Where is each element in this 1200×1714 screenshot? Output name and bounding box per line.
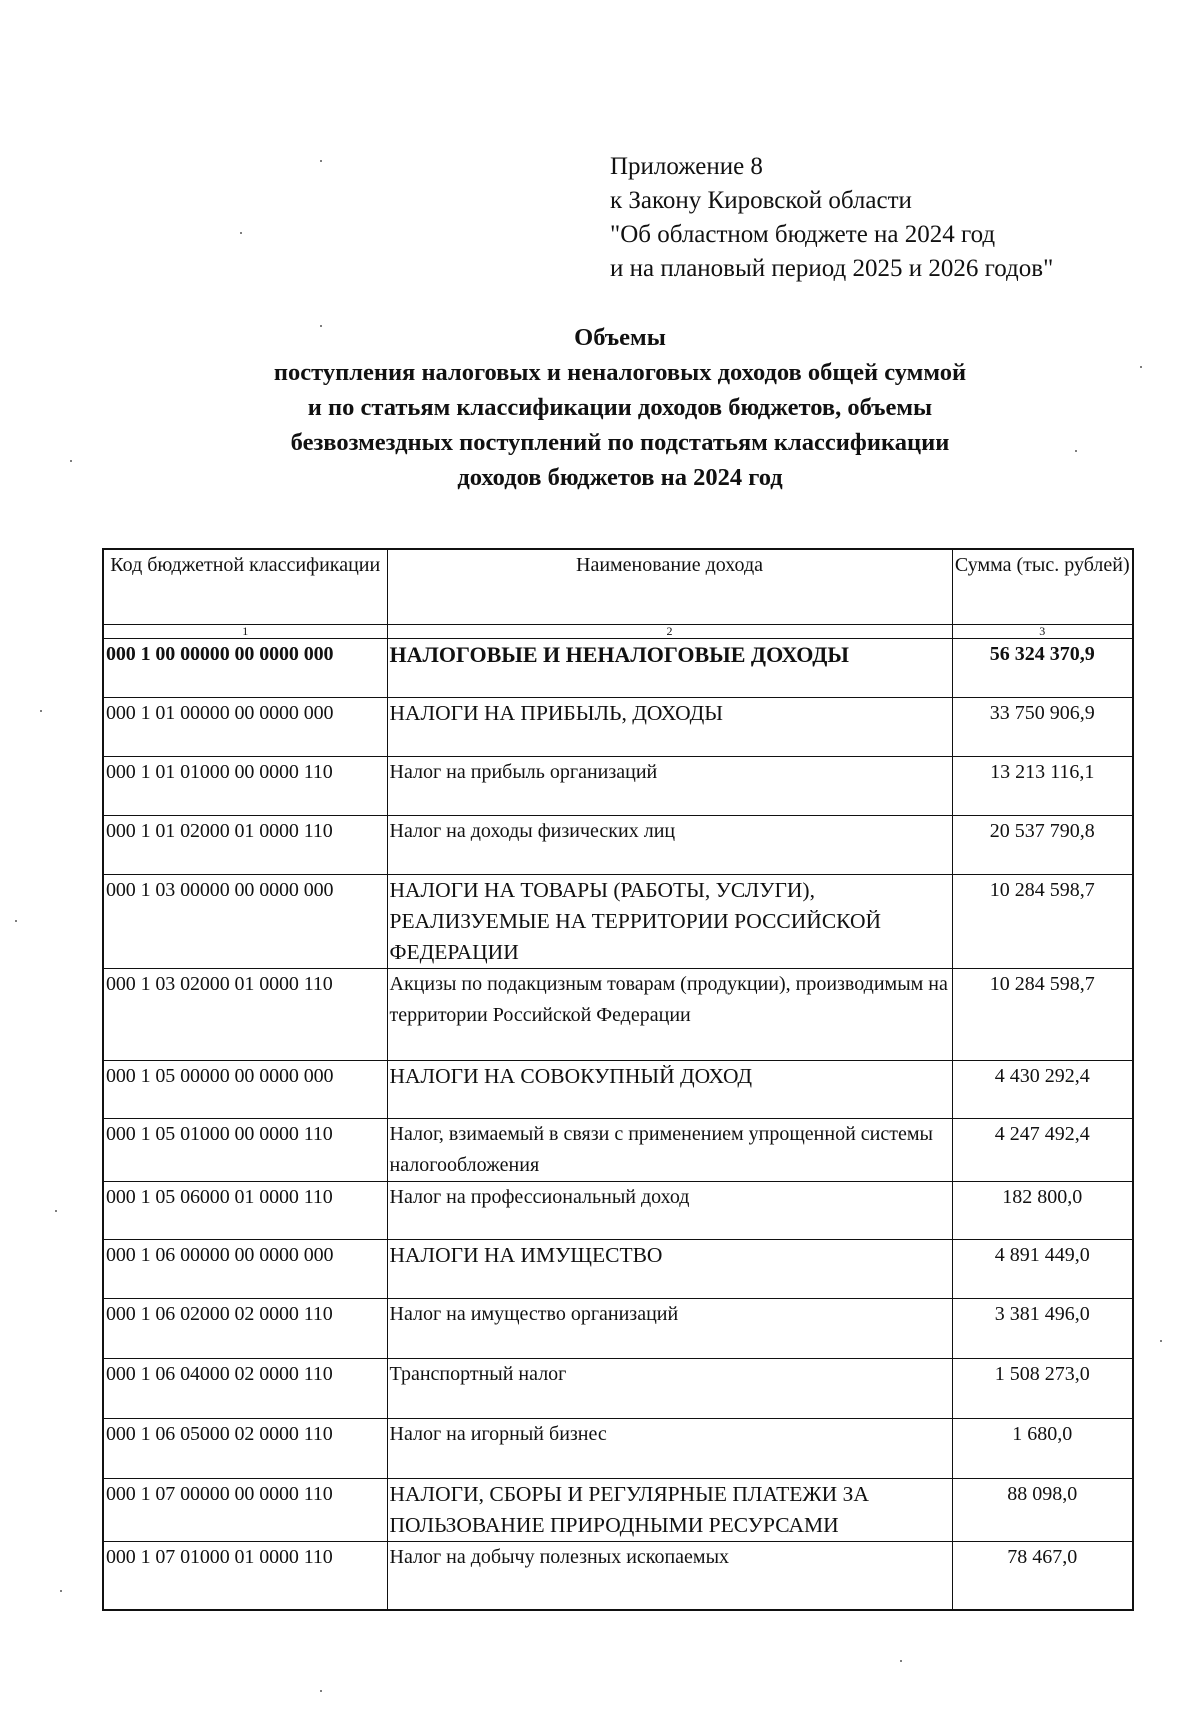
table-row — [103, 698, 1133, 757]
row-code: 000 1 07 00000 00 0000 110 — [103, 1479, 387, 1542]
scan-speck — [55, 1210, 57, 1212]
table-row — [103, 1182, 1133, 1240]
header-name: Наименование дохода — [387, 549, 952, 625]
scan-speck — [320, 1690, 322, 1692]
table-row — [103, 1419, 1133, 1479]
row-amount: 1 508 273,0 — [952, 1359, 1133, 1419]
appendix-line: Приложение 8 — [610, 153, 763, 180]
row-name: НАЛОГИ НА ПРИБЫЛЬ, ДОХОДЫ — [387, 698, 952, 757]
scan-speck — [1075, 450, 1077, 452]
row-amount: 88 098,0 — [952, 1479, 1133, 1542]
table-row — [103, 875, 1133, 969]
scan-speck — [15, 920, 17, 922]
scan-speck — [60, 1590, 62, 1592]
appendix-header — [610, 150, 1053, 286]
row-code: 000 1 01 01000 00 0000 110 — [103, 757, 387, 816]
row-name: Налог на имущество организаций — [387, 1299, 952, 1359]
scan-speck — [240, 232, 242, 234]
row-code: 000 1 03 00000 00 0000 000 — [103, 875, 387, 969]
row-name: НАЛОГИ НА ИМУЩЕСТВО — [387, 1240, 952, 1299]
appendix-line: "Об областном бюджете на 2024 год — [610, 221, 996, 248]
table-row — [103, 1542, 1133, 1611]
row-amount: 1 680,0 — [952, 1419, 1133, 1479]
row-code: 000 1 00 00000 00 0000 000 — [103, 639, 387, 698]
column-number: 1 — [103, 625, 387, 639]
column-number: 2 — [387, 625, 952, 639]
title-line: доходов бюджетов на 2024 год — [457, 464, 783, 491]
header-amount: Сумма (тыс. рублей) — [952, 549, 1133, 625]
row-name: Налог, взимаемый в связи с применением упрощенной системы налогообложения — [387, 1119, 952, 1182]
row-amount: 13 213 116,1 — [952, 757, 1133, 816]
row-name: Акцизы по подакцизным товарам (продукции), производимым на территории Российской Федерации — [387, 969, 952, 1061]
row-code: 000 1 06 02000 02 0000 110 — [103, 1299, 387, 1359]
scan-speck — [900, 1660, 902, 1662]
table-row — [103, 639, 1133, 698]
table-row — [103, 1479, 1133, 1542]
scan-speck — [320, 325, 322, 327]
row-code: 000 1 03 02000 01 0000 110 — [103, 969, 387, 1061]
row-amount: 33 750 906,9 — [952, 698, 1133, 757]
row-amount: 4 430 292,4 — [952, 1061, 1133, 1119]
appendix-line: к Закону Кировской области — [610, 187, 912, 214]
scan-speck — [320, 160, 322, 162]
row-amount: 4 247 492,4 — [952, 1119, 1133, 1182]
row-code: 000 1 05 01000 00 0000 110 — [103, 1119, 387, 1182]
row-name: Налог на профессиональный доход — [387, 1182, 952, 1240]
row-name: Налог на прибыль организаций — [387, 757, 952, 816]
row-amount: 78 467,0 — [952, 1542, 1133, 1611]
table-row — [103, 969, 1133, 1061]
row-name: Транспортный налог — [387, 1359, 952, 1419]
title-line: поступления налоговых и неналоговых доходов общей суммой — [273, 359, 967, 386]
scan-speck — [40, 710, 42, 712]
row-amount: 10 284 598,7 — [952, 875, 1133, 969]
document-title — [190, 320, 1050, 495]
table-row — [103, 1299, 1133, 1359]
row-code: 000 1 01 00000 00 0000 000 — [103, 698, 387, 757]
table-row — [103, 1359, 1133, 1419]
column-number-row — [103, 625, 1133, 639]
row-name: Налог на добычу полезных ископаемых — [387, 1542, 952, 1611]
revenue-table — [102, 548, 1134, 1611]
table-row — [103, 1119, 1133, 1182]
scan-speck — [70, 460, 72, 462]
table-header-row — [103, 549, 1133, 625]
table-row — [103, 816, 1133, 875]
title-line: Объемы — [574, 324, 666, 351]
row-amount: 10 284 598,7 — [952, 969, 1133, 1061]
row-name: Налог на игорный бизнес — [387, 1419, 952, 1479]
row-name: Налог на доходы физических лиц — [387, 816, 952, 875]
row-code: 000 1 06 05000 02 0000 110 — [103, 1419, 387, 1479]
row-amount: 20 537 790,8 — [952, 816, 1133, 875]
table-row — [103, 1061, 1133, 1119]
table-row — [103, 757, 1133, 816]
column-number: 3 — [952, 625, 1133, 639]
row-name: НАЛОГИ, СБОРЫ И РЕГУЛЯРНЫЕ ПЛАТЕЖИ ЗА ПОЛЬЗОВАНИЕ ПРИРОДНЫМИ РЕСУРСАМИ — [387, 1479, 952, 1542]
row-code: 000 1 05 00000 00 0000 000 — [103, 1061, 387, 1119]
header-code: Код бюджетной классификации — [103, 549, 387, 625]
row-name: НАЛОГИ НА ТОВАРЫ (РАБОТЫ, УСЛУГИ), РЕАЛИЗУЕМЫЕ НА ТЕРРИТОРИИ РОССИЙСКОЙ ФЕДЕРАЦИИ — [387, 875, 952, 969]
row-amount: 182 800,0 — [952, 1182, 1133, 1240]
row-name: НАЛОГИ НА СОВОКУПНЫЙ ДОХОД — [387, 1061, 952, 1119]
row-code: 000 1 07 01000 01 0000 110 — [103, 1542, 387, 1611]
row-code: 000 1 06 04000 02 0000 110 — [103, 1359, 387, 1419]
row-amount: 4 891 449,0 — [952, 1240, 1133, 1299]
row-code: 000 1 01 02000 01 0000 110 — [103, 816, 387, 875]
table-row — [103, 1240, 1133, 1299]
row-amount: 56 324 370,9 — [952, 639, 1133, 698]
row-code: 000 1 05 06000 01 0000 110 — [103, 1182, 387, 1240]
row-name: НАЛОГОВЫЕ И НЕНАЛОГОВЫЕ ДОХОДЫ — [387, 639, 952, 698]
title-line: и по статьям классификации доходов бюджетов, объемы — [307, 394, 933, 421]
row-amount: 3 381 496,0 — [952, 1299, 1133, 1359]
scan-speck — [1140, 366, 1142, 368]
title-line: безвозмездных поступлений по подстатьям классификации — [290, 429, 950, 456]
appendix-line: и на плановый период 2025 и 2026 годов" — [610, 255, 1054, 282]
scan-speck — [1160, 1340, 1162, 1342]
row-code: 000 1 06 00000 00 0000 000 — [103, 1240, 387, 1299]
